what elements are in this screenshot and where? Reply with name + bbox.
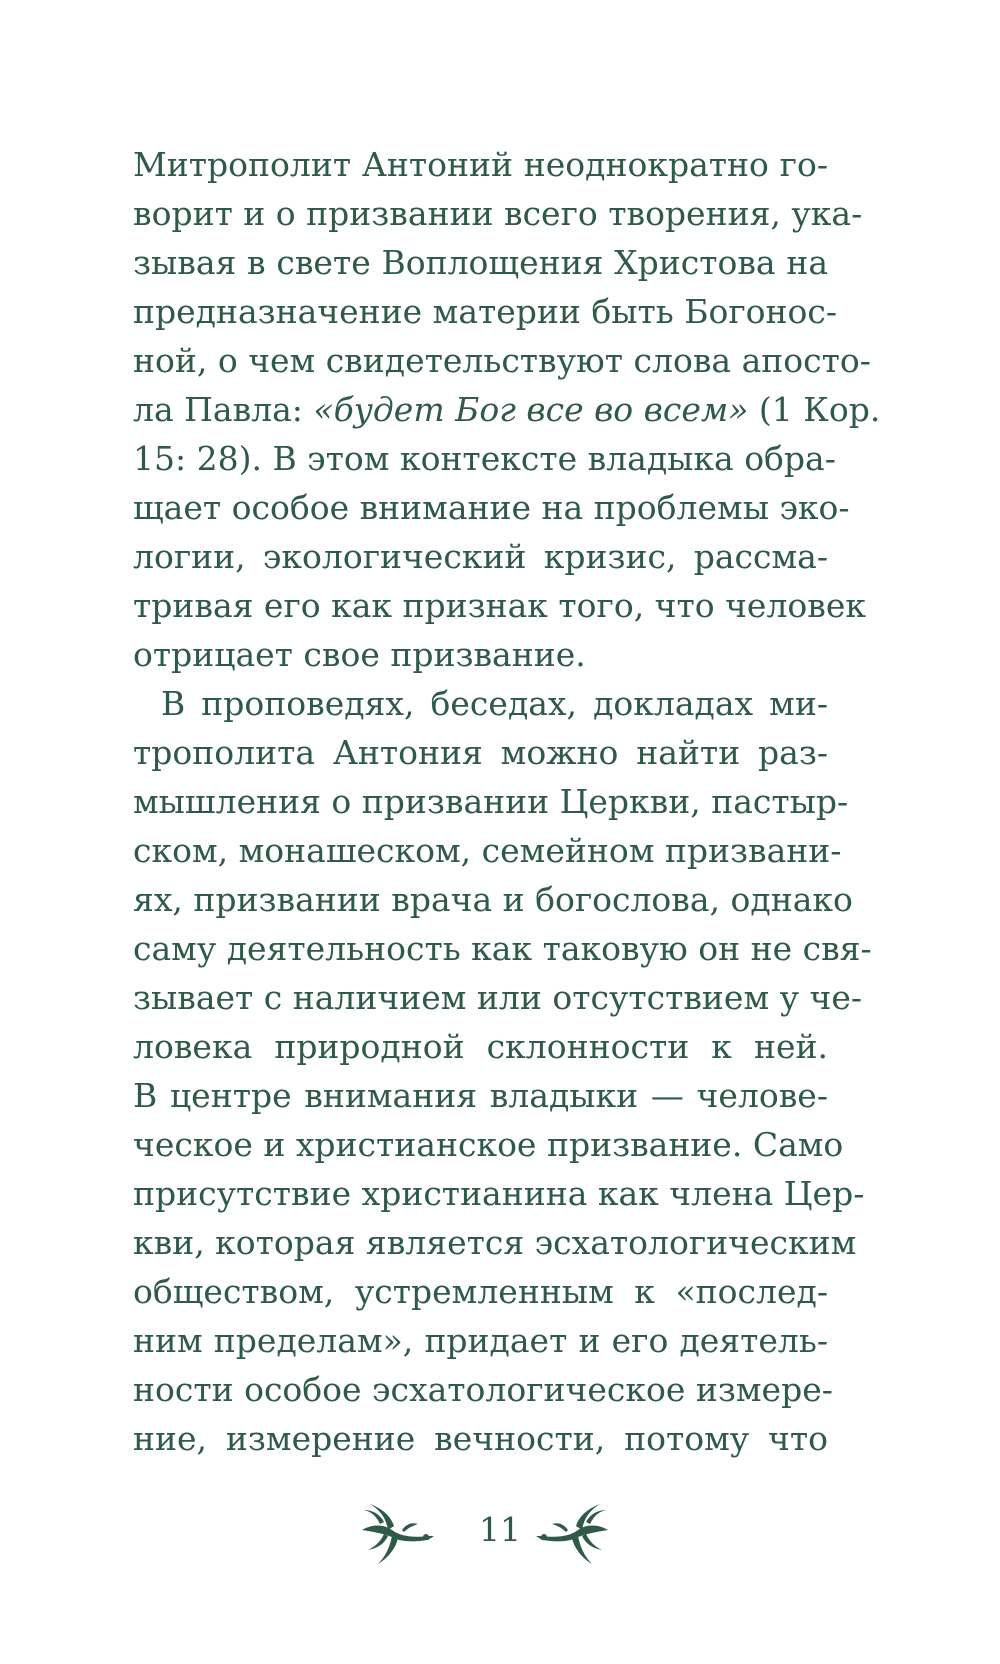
text-line-16: ях, призвании врача и богослова, однако xyxy=(133,880,853,919)
text-line-23: кви, которая является эсхатологическим xyxy=(133,1223,857,1262)
text-line-10: тривая его как признак того, что человек xyxy=(133,586,867,625)
text-line-26: ности особое эсхатологическое измере- xyxy=(133,1370,833,1409)
text-line-27: ние, измерение вечности, потому что xyxy=(133,1419,828,1458)
text-line-3: зывая в свете Воплощения Христова на xyxy=(133,243,828,282)
text-line-9: логии, экологический кризис, рассма- xyxy=(133,537,828,576)
text-line-13: трополита Антония можно найти раз- xyxy=(133,733,828,772)
text-line-20: В центре внимания владыки — челове- xyxy=(133,1076,828,1115)
text-line-8: щает особое внимание на проблемы эко- xyxy=(133,488,850,527)
text-line-7: 15: 28). В этом контексте владыка обра- xyxy=(133,439,836,478)
text-line-15: ском, монашеском, семейном призвани- xyxy=(133,831,842,870)
text-line-14: мышления о призвании Церкви, пастыр- xyxy=(133,782,849,821)
text-line-11: отрицает свое призвание. xyxy=(133,635,586,674)
text-line-2: ворит и о призвании всего творения, ука- xyxy=(133,194,863,233)
text-line-18: зывает с наличием или отсутствием у че- xyxy=(133,978,863,1017)
text-line-5: ной, о чем свидетельствуют слова апосто- xyxy=(133,341,871,380)
text-line-19: ловека природной склонности к ней. xyxy=(133,1027,828,1066)
text-line-17: саму деятельность как таковую он не свя- xyxy=(133,929,872,968)
text-line-4: предназначение материи быть Богонос- xyxy=(133,292,838,331)
text-line-6 xyxy=(133,385,881,434)
text-line-21: ческое и христианское призвание. Само xyxy=(133,1125,844,1164)
text-line-24: обществом, устремленным к «послед- xyxy=(133,1272,828,1311)
swallow-ornament-icon xyxy=(532,1500,612,1570)
swallow-ornament-icon xyxy=(358,1500,438,1570)
text-line-22: присутствие христианина как члена Цер- xyxy=(133,1174,865,1213)
body-text xyxy=(133,140,881,1463)
text-line-6-post: (1 Кор. xyxy=(748,390,881,429)
text-line-25: ним пределам», придает и его деятель- xyxy=(133,1321,828,1360)
page-footer xyxy=(0,1500,1000,1580)
scripture-quote: «будет Бог все во всем» xyxy=(313,390,749,429)
text-line-6-pre: ла Павла: xyxy=(133,390,314,429)
text-line-1: Митрополит Антоний неоднократно го- xyxy=(133,145,828,184)
page-number: 11 xyxy=(479,1510,521,1549)
text-line-12: В проповедях, беседах, докладах ми- xyxy=(161,684,828,723)
